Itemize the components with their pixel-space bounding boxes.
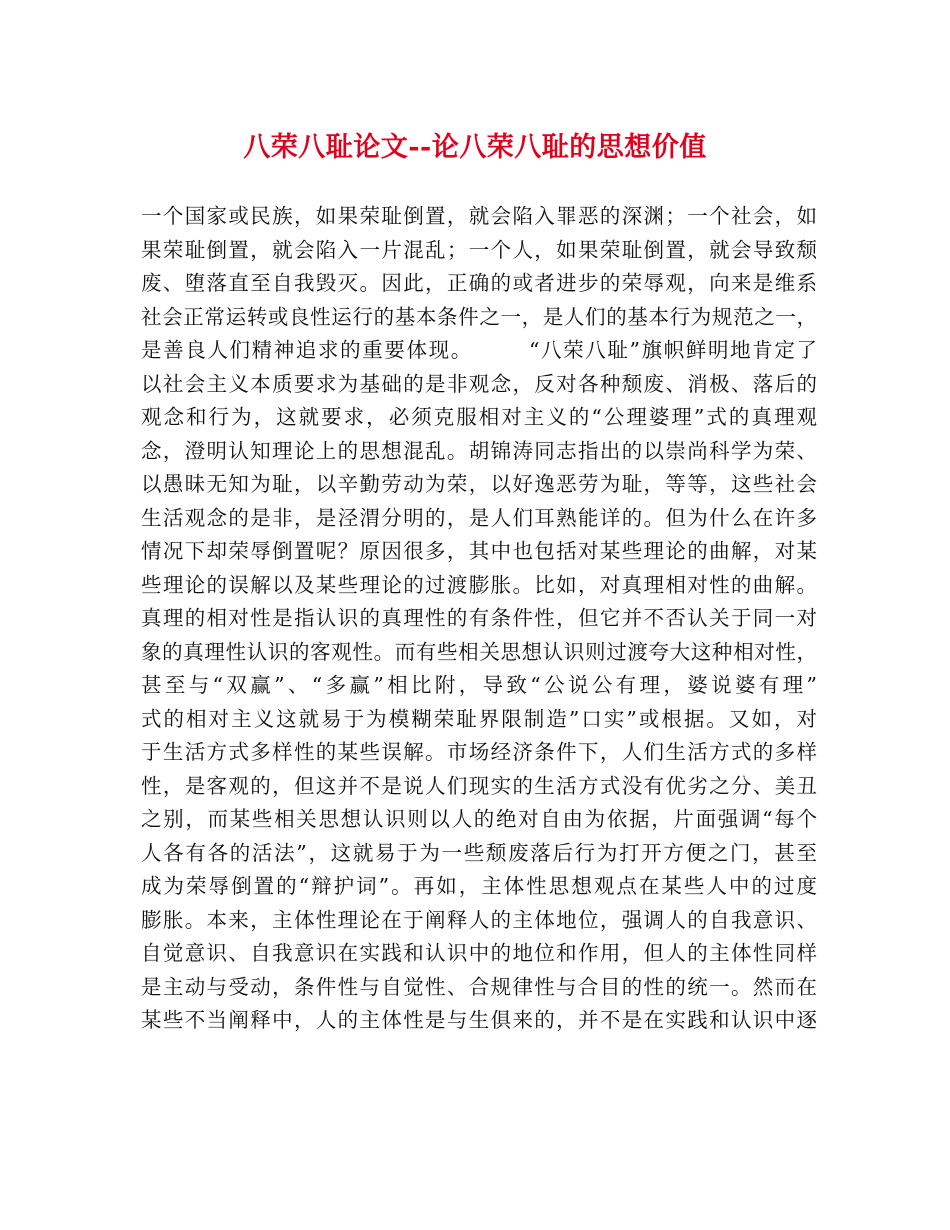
text-line: 之别，而某些相关思想认识则以人的绝对自由为依据，片面强调“每个	[141, 807, 817, 831]
text-line: 些理论的误解以及某些理论的过渡膨胀。比如，对真理相对性的曲解。	[141, 572, 817, 597]
text-line: 观念和行为，这就要求，必须克服相对主义的“公理婆理”式的真理观	[141, 405, 817, 429]
text-line: 情况下却荣辱倒置呢？原因很多，其中也包括对某些理论的曲解，对某	[141, 539, 817, 563]
text-line: 以愚昧无知为耻，以辛勤劳动为荣，以好逸恶劳为耻，等等，这些社会	[141, 472, 817, 496]
text-line: 于生活方式多样性的某些误解。市场经济条件下，人们生活方式的多样	[141, 740, 817, 764]
text-line: 象的真理性认识的客观性。而有些相关思想认识则过渡夸大这种相对性，	[141, 639, 817, 664]
text-line: 一个国家或民族，如果荣耻倒置，就会陷入罪恶的深渊；一个社会，如	[141, 204, 817, 228]
text-line: 是主动与受动，条件性与自觉性、合规律性与合目的性的统一。然而在	[141, 974, 817, 999]
document-body	[141, 200, 817, 1038]
text-line: 果荣耻倒置，就会陷入一片混乱；一个人，如果荣耻倒置，就会导致颓	[141, 237, 817, 262]
text-line: 废、堕落直至自我毁灭。因此，正确的或者进步的荣辱观，向来是维系	[141, 271, 817, 295]
text-line: 膨胀。本来，主体性理论在于阐释人的主体地位，强调人的自我意识、	[141, 907, 817, 932]
text-line: 是善良人们精神追求的重要体现。 “八荣八耻”旗帜鲜明地肯定了	[141, 338, 817, 362]
text-line: 人各有各的活法”，这就易于为一些颓废落后行为打开方便之门，甚至	[141, 840, 817, 865]
text-line: 性，是客观的，但这并不是说人们现实的生活方式没有优劣之分、美丑	[141, 773, 817, 798]
text-line: 式的相对主义这就易于为模糊荣耻界限制造”口实”或根据。又如，对	[141, 706, 817, 731]
text-line: 某些不当阐释中，人的主体性是与生俱来的，并不是在实践和认识中逐	[141, 1008, 817, 1032]
text-line: 成为荣辱倒置的“辩护词”。再如，主体性思想观点在某些人中的过度	[141, 874, 817, 898]
document-title: 八荣八耻论文--论八荣八耻的思想价值	[243, 132, 707, 163]
text-line: 真理的相对性是指认识的真理性的有条件性，但它并不否认关于同一对	[141, 606, 817, 630]
text-line: 甚至与“双赢”、“多赢”相比附，导致“公说公有理，婆说婆有理”	[141, 673, 817, 697]
text-line: 以社会主义本质要求为基础的是非观念，反对各种颓废、消极、落后的	[141, 371, 817, 396]
text-line: 念，澄明认知理论上的思想混乱。胡锦涛同志指出的以崇尚科学为荣、	[141, 438, 817, 463]
text-line: 生活观念的是非，是泾渭分明的，是人们耳熟能详的。但为什么在许多	[141, 505, 817, 530]
text-line: 社会正常运转或良性运行的基本条件之一，是人们的基本行为规范之一，	[141, 304, 817, 329]
text-line: 自觉意识、自我意识在实践和认识中的地位和作用，但人的主体性同样	[141, 941, 817, 965]
